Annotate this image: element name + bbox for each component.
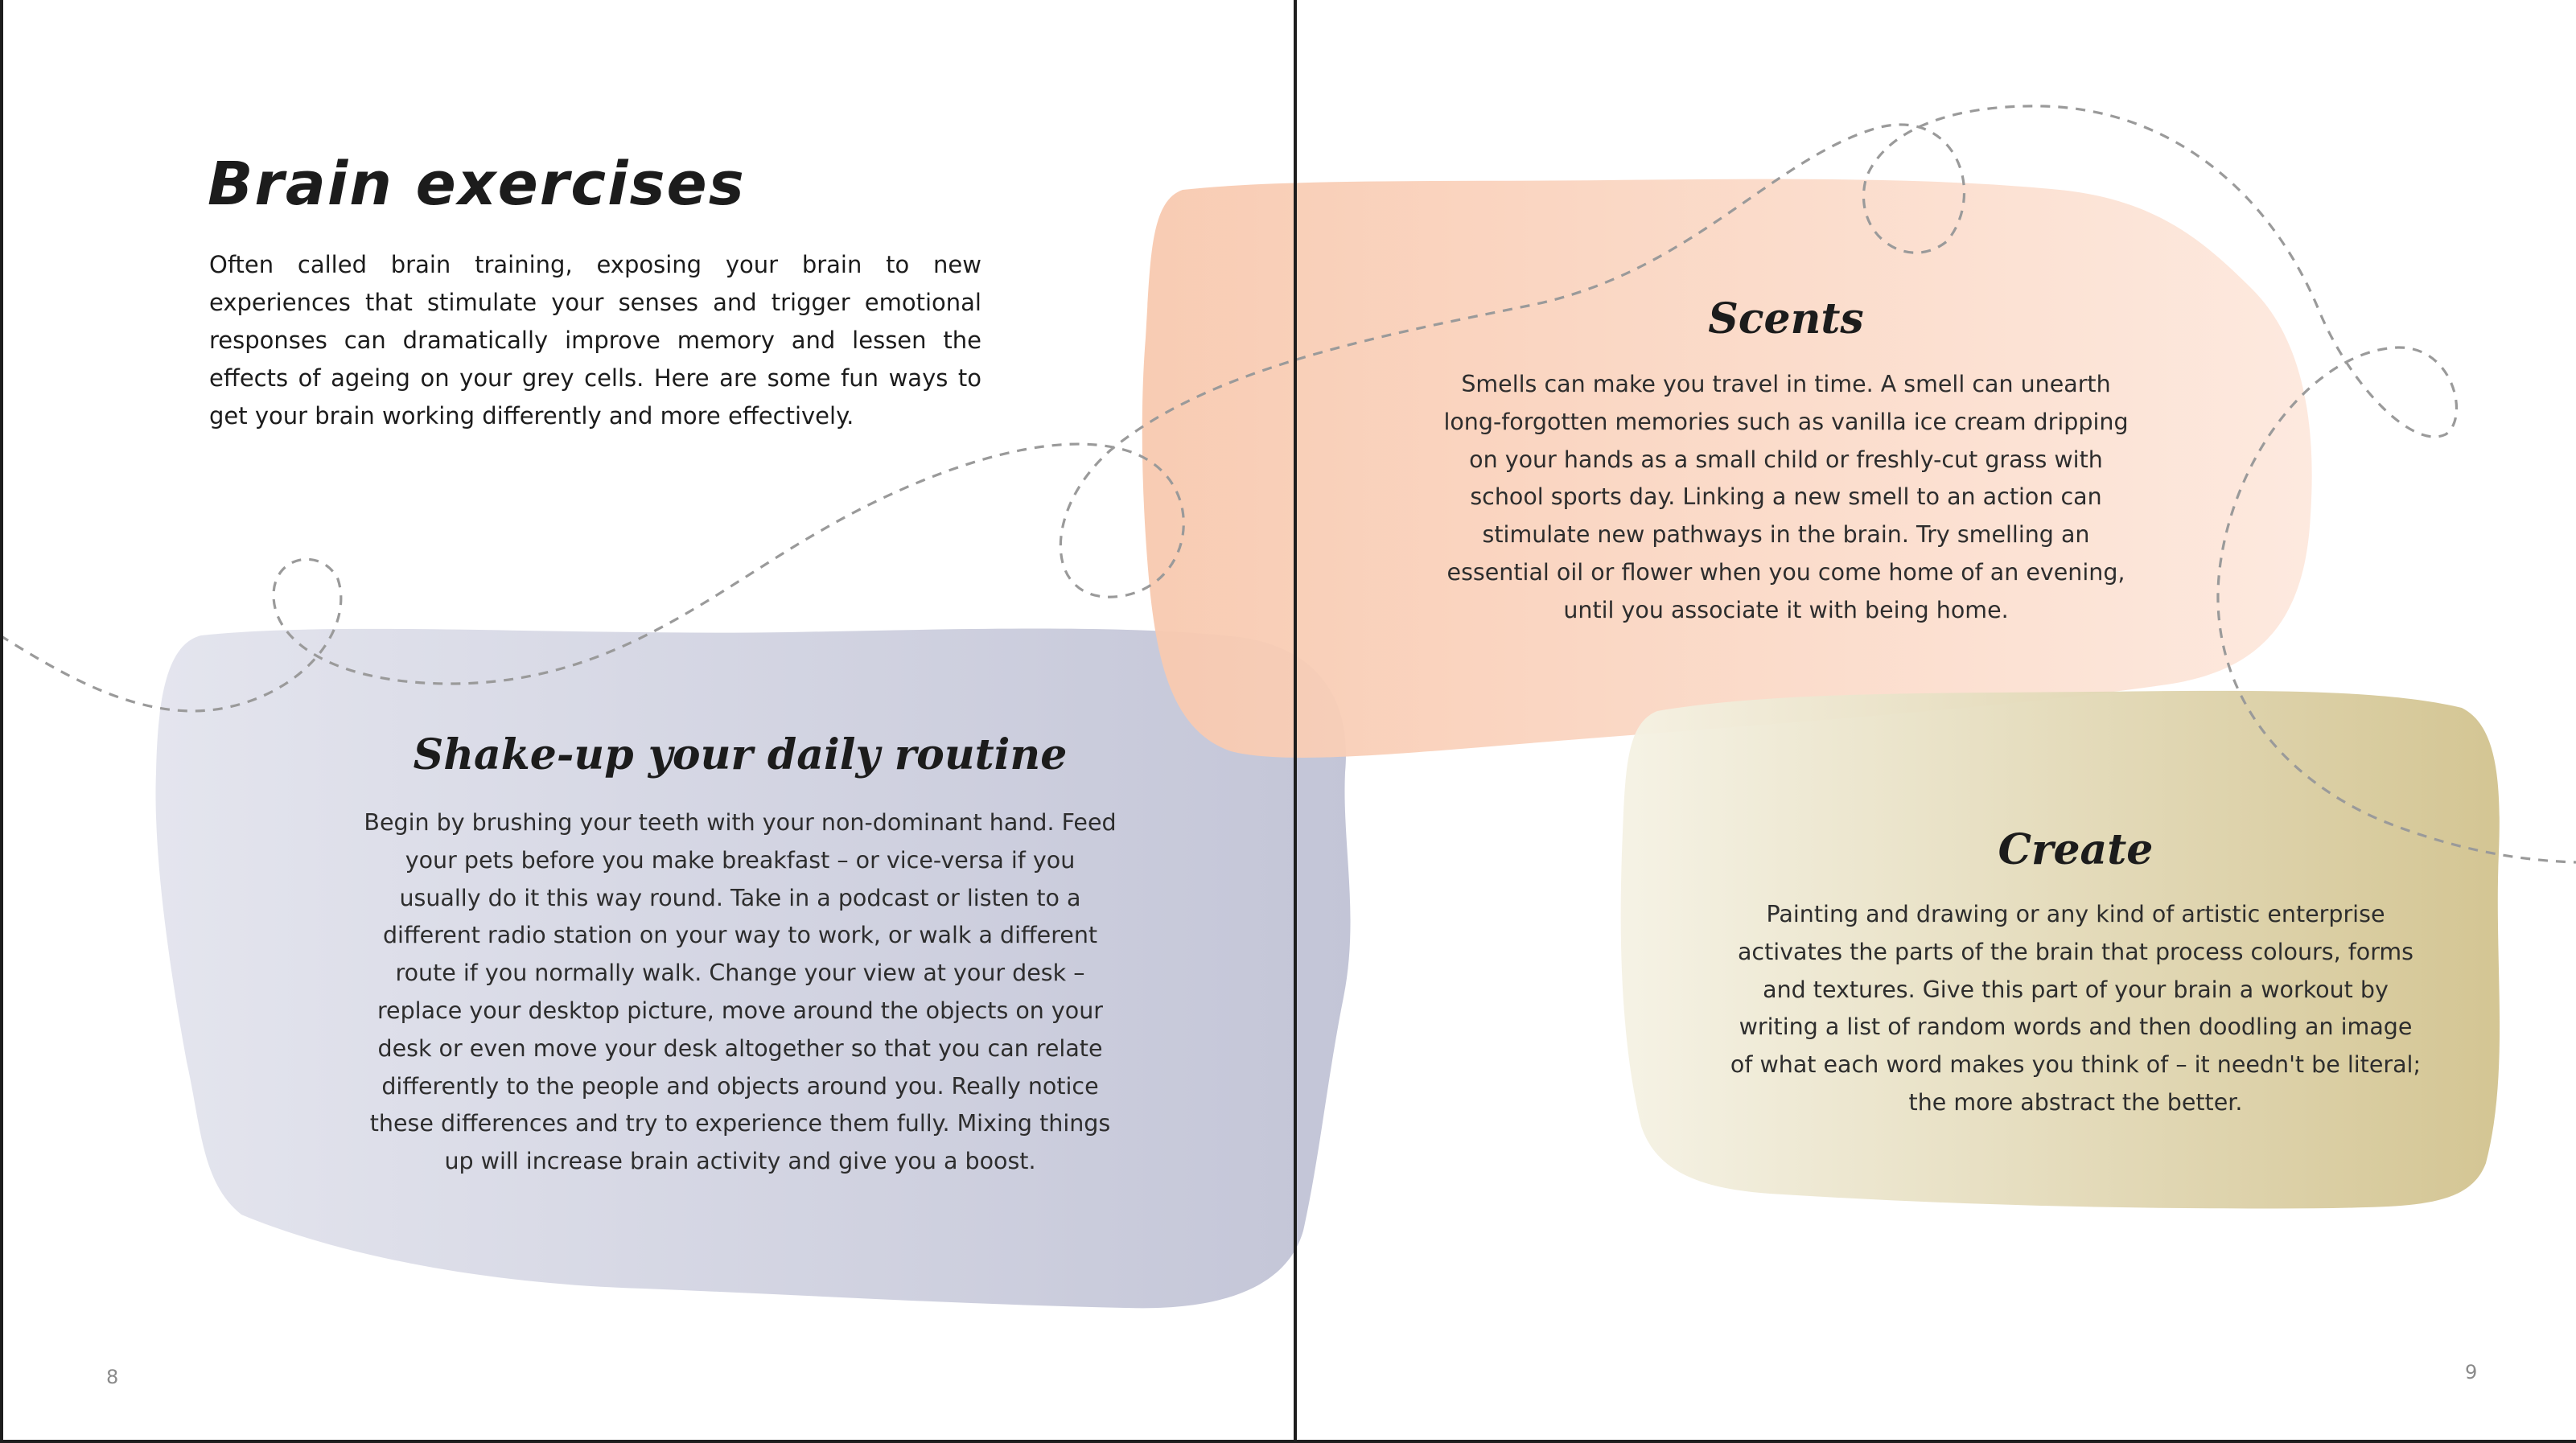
scents-body: Smells can make you travel in time. A smell can unearth long-forgotten memories such as vanilla ice cream dripping on your hands as a small child or freshly-cut grass with school sports day. Linking a new smell to an action can stimulate new pathways in the brain. Try smelling an essential oil or flower when you come home of an evening, until you associate it with being home. [1443, 371, 2129, 623]
create-heading: Create [1998, 825, 2154, 874]
create-body: Painting and drawing or any kind of artistic enterprise activates the parts of the brain that process colours, forms and textures. Give this part of your brain a workout by writing a list of random words and then doodling an image of what each word makes you think of – it needn't be literal; the more abstract the better. [1730, 901, 2422, 1116]
routine-body: Begin by brushing your teeth with your non-dominant hand. Feed your pets before you make breakfast – or vice-versa if you usually do it this way round. Take in a podcast or listen to a different radio station on your way to work, or walk a different route if you normally walk. Change your view at your desk – replace your desktop picture, move around the objects on your desk or even move your desk altogether so that you can relate differently to the people and objects around you. Really notice these differences and try to experience them fully. Mixing things up will increase brain activity and give you a boost. [364, 809, 1117, 1175]
intro-paragraph: Often called brain training, exposing your brain to new experiences that stimulate your senses and trigger emotional responses can dramatically improve memory and lessen the effects of ageing on your grey cells. Here are some fun ways to get your brain working differently and more effectively. [209, 251, 981, 430]
page-title: Brain exercises [208, 150, 746, 219]
right-page-frame [1294, 0, 2576, 1443]
page-number-right: 9 [2465, 1361, 2478, 1383]
page-number-left: 8 [106, 1366, 119, 1388]
scents-heading: Scents [1708, 294, 1864, 343]
routine-heading: Shake-up your daily routine [413, 730, 1068, 779]
